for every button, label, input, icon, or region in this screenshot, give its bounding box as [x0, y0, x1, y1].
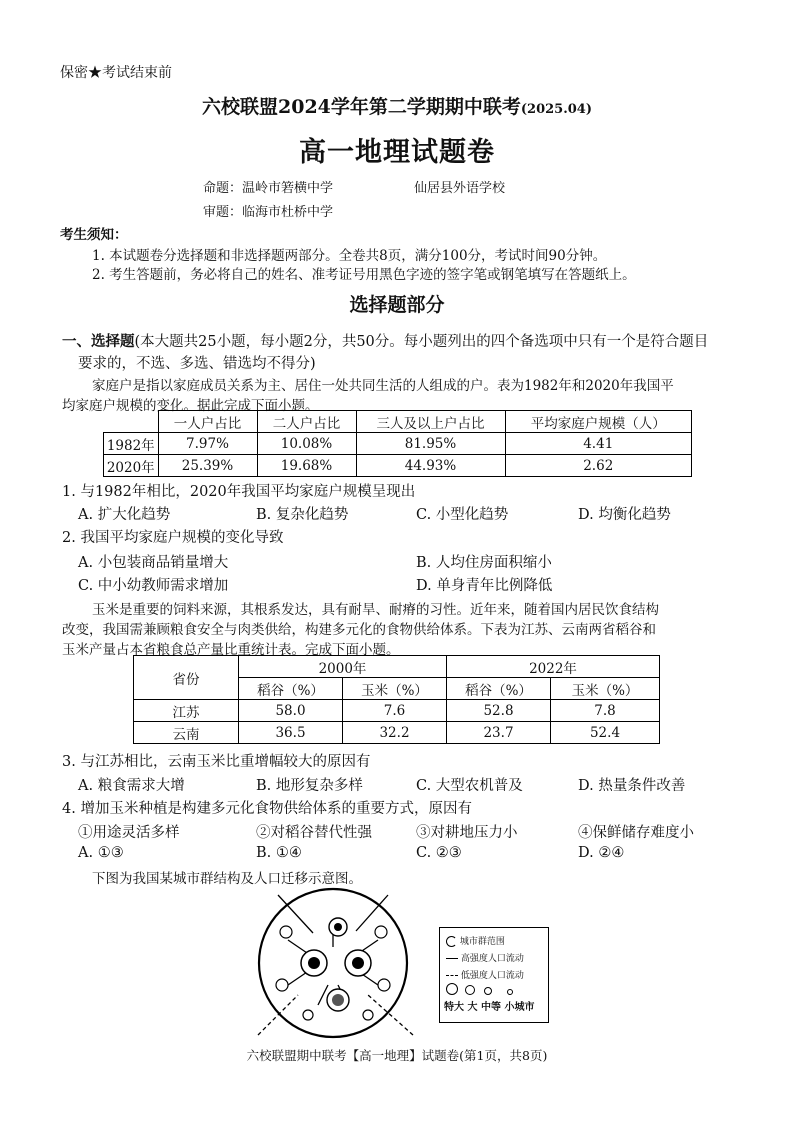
q3-option-d[interactable]: D. 热量条件改善	[578, 778, 686, 794]
proposer-line	[203, 177, 333, 196]
cluster-boundary	[259, 889, 407, 1037]
notice-item-1: 1. 本试题卷分选择题和非选择题两部分。全卷共8页，满分100分，考试时间90分钟。	[92, 248, 607, 264]
figure-intro: 下图为我国某城市群结构及人口迁移示意图。	[92, 871, 362, 887]
table-header-cell: 平均家庭户规模（人）	[505, 411, 692, 433]
section-title: 选择题部分	[349, 294, 445, 316]
table-header-cell: 三人及以上户占比	[356, 411, 505, 433]
legend-low-label: 低强度人口流动	[460, 971, 524, 981]
megacity-core-icon	[352, 957, 364, 969]
q3-option-b[interactable]: B. 地形复杂多样	[256, 778, 363, 794]
figure-legend	[439, 927, 549, 1023]
q4-option-a[interactable]: A. ①③	[78, 845, 124, 861]
table-cell: 2020年	[104, 455, 159, 477]
table-cell: 25.39%	[158, 455, 257, 477]
legend-size-icons	[446, 983, 513, 998]
table-cell: 58.0	[239, 700, 343, 722]
legend-low	[446, 968, 524, 981]
table-header-cell: 一人户占比	[158, 411, 257, 433]
q2-option-c[interactable]: C. 中小幼教师需求增加	[78, 578, 229, 594]
section-intro-line2: 要求的，不选、多选、错选均不得分)	[78, 356, 316, 372]
medium-city-legend-icon	[484, 987, 492, 995]
table-cell: 52.4	[551, 722, 660, 744]
section-intro-line1	[62, 330, 708, 351]
q4-option-d[interactable]: D. ②④	[578, 845, 625, 861]
table-cell: 23.7	[447, 722, 551, 744]
question-1-stem: 1. 与1982年相比，2020年我国平均家庭户规模呈现出	[62, 484, 416, 500]
small-city-legend-icon	[507, 989, 513, 995]
q4-option-b[interactable]: B. ①④	[256, 845, 302, 861]
table-cell: 4.41	[505, 433, 692, 455]
megacity-core-icon	[308, 957, 320, 969]
solid-line-icon	[446, 958, 458, 959]
proposer-label: 命题：	[203, 181, 243, 196]
table-cell: 44.93%	[356, 455, 505, 477]
q4-statement-2: ②对稻谷替代性强	[256, 825, 372, 841]
table-cell: 1982年	[104, 433, 159, 455]
q4-statement-3: ③对耕地压力小	[416, 825, 518, 841]
passage1-line1: 家庭户是指以家庭成员关系为主、居住一处共同生活的人组成的户。表为1982年和2020年我国平	[92, 378, 674, 394]
subject-title: 高一地理试题卷	[299, 137, 495, 168]
dashed-line-icon	[446, 975, 458, 976]
crop-table	[133, 655, 660, 744]
table-header-cell: 省份	[134, 656, 239, 700]
passage1-line2: 均家庭户规模的变化。据此完成下面小题。	[62, 398, 319, 414]
q4-statement-4: ④保鲜储存难度小	[578, 825, 694, 841]
table-cell: 52.8	[447, 700, 551, 722]
notice-title: 考生须知：	[60, 227, 128, 243]
passage2-line1: 玉米是重要的饲料来源，其根系发达，具有耐旱、耐瘠的习性。近年来，随着国内居民饮食结构	[92, 602, 659, 618]
large-city-core-icon	[332, 994, 344, 1006]
exam-date: (2025.04)	[520, 102, 592, 117]
section-intro-bold: 一、选择题	[62, 333, 135, 350]
table-cell: 81.95%	[356, 433, 505, 455]
section-intro-rest: (本大题共25小题，每小题2分，共50分。每小题列出的四个备选项中只有一个是符合题目	[134, 334, 709, 350]
table-cell: 云南	[134, 722, 239, 744]
table-cell: 7.8	[551, 700, 660, 722]
large-city-legend-icon	[465, 985, 475, 995]
range-icon	[446, 936, 457, 947]
passage2-line2: 改变，我国需兼顾粮食安全与肉类供给，构建多元化的食物供给体系。下表为江苏、云南两省稻谷和	[62, 622, 656, 638]
q1-option-b[interactable]: B. 复杂化趋势	[256, 507, 349, 523]
table-cell: 7.97%	[158, 433, 257, 455]
medium-city-icon	[375, 926, 387, 938]
reviewer-label: 审题：	[203, 205, 243, 220]
table-row	[134, 722, 660, 744]
q2-option-a[interactable]: A. 小包装商品销量增大	[78, 555, 229, 571]
exam-title-main: 六校联盟2024学年第二学期期中联考	[202, 96, 521, 118]
q3-option-c[interactable]: C. 大型农机普及	[416, 778, 523, 794]
notice-item-2: 2. 考生答题前，务必将自己的姓名、准考证号用黑色字迹的签字笔或钢笔填写在答题纸上。	[92, 267, 636, 283]
table-cell: 36.5	[239, 722, 343, 744]
table-header-cell: 2000年	[239, 656, 447, 678]
q1-option-c[interactable]: C. 小型化趋势	[416, 507, 509, 523]
table-row	[104, 433, 692, 455]
table-header-cell: 玉米（%）	[551, 678, 660, 700]
legend-high	[446, 951, 524, 964]
legend-sizes: 特大 大 中等 小城市	[444, 1002, 535, 1013]
medium-city-icon	[276, 979, 288, 991]
secret-label: 保密★考试结束前	[60, 65, 172, 81]
q4-statement-1: ①用途灵活多样	[78, 825, 180, 841]
medium-city-icon	[280, 926, 292, 938]
table-header-row	[134, 656, 660, 678]
small-city-icon	[303, 1010, 313, 1020]
q1-option-d[interactable]: D. 均衡化趋势	[578, 507, 671, 523]
reviewer-line	[203, 201, 333, 220]
table-row	[134, 700, 660, 722]
table-row	[104, 455, 692, 477]
table-header-cell: 玉米（%）	[343, 678, 447, 700]
question-4-stem: 4. 增加玉米种植是构建多元化食物供给体系的重要方式，原因有	[62, 801, 472, 817]
q1-option-a[interactable]: A. 扩大化趋势	[78, 507, 171, 523]
exam-title	[0, 92, 794, 119]
q2-option-d[interactable]: D. 单身青年比例降低	[416, 578, 553, 594]
table-cell: 10.08%	[257, 433, 356, 455]
q3-option-a[interactable]: A. 粮食需求大增	[78, 778, 185, 794]
proposer-school-1: 温岭市箬横中学	[242, 181, 334, 196]
table-header-cell: 二人户占比	[257, 411, 356, 433]
legend-range-label: 城市群范围	[459, 937, 505, 947]
table-header-row	[104, 411, 692, 433]
table-cell: 7.6	[343, 700, 447, 722]
small-city-icon	[363, 1010, 373, 1020]
table-header-cell: 稻谷（%）	[447, 678, 551, 700]
table-cell: 2.62	[505, 455, 692, 477]
legend-range	[446, 934, 505, 947]
table-cell: 江苏	[134, 700, 239, 722]
medium-city-icon	[378, 979, 390, 991]
table-header-cell: 稻谷（%）	[239, 678, 343, 700]
proposer-school-2: 仙居县外语学校	[414, 181, 506, 196]
passage2-line3: 玉米产量占本省粮食总产量比重统计表。完成下面小题。	[62, 642, 400, 658]
table-header-cell	[104, 411, 159, 433]
household-table	[103, 410, 692, 477]
table-header-cell: 2022年	[447, 656, 660, 678]
question-2-stem: 2. 我国平均家庭户规模的变化导致	[62, 530, 284, 546]
q2-option-b[interactable]: B. 人均住房面积缩小	[416, 555, 552, 571]
legend-high-label: 高强度人口流动	[460, 954, 524, 964]
table-cell: 19.68%	[257, 455, 356, 477]
reviewer-school: 临海市杜桥中学	[242, 205, 334, 220]
large-city-core-icon	[334, 923, 342, 931]
q4-option-c[interactable]: C. ②③	[416, 845, 462, 861]
question-3-stem: 3. 与江苏相比，云南玉米比重增幅较大的原因有	[62, 754, 371, 770]
page-footer: 六校联盟期中联考【高一地理】试题卷(第1页，共8页)	[246, 1048, 548, 1063]
table-cell: 32.2	[343, 722, 447, 744]
megacity-legend-icon	[446, 983, 458, 995]
city-cluster-diagram	[238, 885, 428, 1045]
